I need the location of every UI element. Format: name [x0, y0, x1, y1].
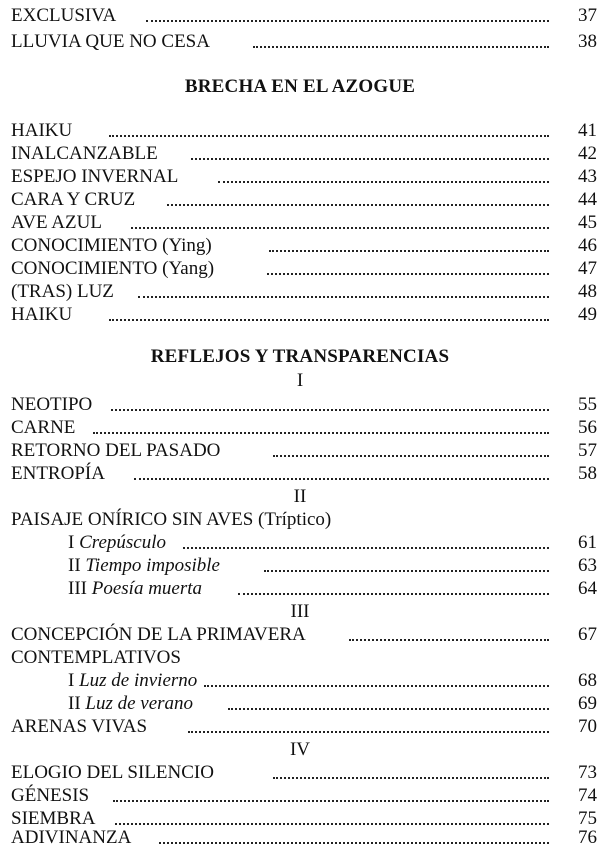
subentry-number: I	[68, 532, 75, 553]
subentry-number: II	[68, 693, 81, 714]
subentry-title: Tiempo imposible	[85, 555, 220, 576]
entry-page: 37	[578, 5, 597, 26]
leader-dots	[134, 478, 549, 480]
toc-entry	[11, 165, 597, 189]
entry-title: ENTROPÍA	[11, 463, 105, 484]
leader-dots	[115, 823, 549, 825]
entry-title: CARNE	[11, 417, 76, 438]
leader-dots	[138, 296, 549, 298]
entry-title: CONOCIMIENTO (Ying)	[11, 235, 212, 256]
toc-entry	[11, 4, 597, 28]
subentry-title: Luz de verano	[85, 693, 194, 714]
entry-title: CONCEPCIÓN DE LA PRIMAVERA	[11, 624, 306, 645]
toc-entry	[11, 784, 597, 808]
leader-dots	[183, 547, 549, 549]
entry-page: 41	[578, 120, 597, 141]
entry-page: 43	[578, 166, 597, 187]
toc-entry	[11, 234, 597, 258]
toc-entry	[11, 439, 597, 463]
leader-dots	[264, 570, 549, 572]
entry-title: GÉNESIS	[11, 785, 90, 806]
entry-title: NEOTIPO	[11, 394, 93, 415]
leader-dots	[111, 409, 549, 411]
toc-entry	[11, 142, 597, 166]
leader-dots	[228, 708, 549, 710]
entry-title: HAIKU	[11, 304, 73, 325]
entry-title: SIEMBRA	[11, 808, 96, 829]
entry-page: 63	[578, 555, 597, 576]
toc-entry	[11, 761, 597, 785]
toc-subentry	[68, 577, 597, 601]
entry-page: 46	[578, 235, 597, 256]
entry-page: 74	[578, 785, 597, 806]
part-numeral: III	[290, 601, 310, 622]
toc-entry	[11, 30, 597, 54]
leader-dots	[93, 432, 549, 434]
leader-dots	[238, 593, 549, 595]
leader-dots	[113, 800, 549, 802]
toc-entry	[11, 211, 597, 235]
leader-dots	[146, 20, 549, 22]
entry-page: 58	[578, 463, 597, 484]
entry-page: 75	[578, 808, 597, 829]
entry-title: AVE AZUL	[11, 212, 102, 233]
group-title: CONTEMPLATIVOS	[11, 647, 181, 668]
entry-title: ESPEJO INVERNAL	[11, 166, 179, 187]
entry-title: ARENAS VIVAS	[11, 716, 148, 737]
subentry-number: II	[68, 555, 81, 576]
toc-entry	[11, 715, 597, 739]
leader-dots	[269, 250, 549, 252]
entry-title: RETORNO DEL PASADO	[11, 440, 221, 461]
leader-dots	[159, 842, 549, 844]
leader-dots	[218, 181, 549, 183]
entry-page: 55	[578, 394, 597, 415]
entry-page: 49	[578, 304, 597, 325]
leader-dots	[204, 685, 549, 687]
toc-entry	[11, 623, 597, 647]
subentry-number: III	[68, 578, 87, 599]
toc-entry	[11, 188, 597, 212]
leader-dots	[109, 135, 549, 137]
toc-entry	[11, 303, 597, 327]
toc-entry	[11, 257, 597, 281]
entry-page: 67	[578, 624, 597, 645]
toc-entry	[11, 119, 597, 143]
leader-dots	[267, 273, 549, 275]
leader-dots	[253, 46, 549, 48]
entry-page: 57	[578, 440, 597, 461]
entry-page: 47	[578, 258, 597, 279]
entry-page: 73	[578, 762, 597, 783]
subentry-title: Poesía muerta	[91, 578, 203, 599]
toc-subentry	[68, 692, 597, 716]
toc-subentry	[68, 554, 597, 578]
entry-page: 45	[578, 212, 597, 233]
entry-page: 44	[578, 189, 597, 210]
toc-subentry	[68, 669, 597, 693]
entry-page: 61	[578, 532, 597, 553]
entry-title: HAIKU	[11, 120, 73, 141]
entry-page: 48	[578, 281, 597, 302]
leader-dots	[109, 319, 549, 321]
entry-title: CARA Y CRUZ	[11, 189, 136, 210]
leader-dots	[349, 639, 549, 641]
entry-page: 69	[578, 693, 597, 714]
section-heading: REFLEJOS Y TRANSPARENCIAS	[150, 346, 450, 367]
leader-dots	[131, 227, 549, 229]
entry-title: INALCANZABLE	[11, 143, 158, 164]
leader-dots	[191, 158, 549, 160]
subentry-title: Luz de invierno	[79, 670, 198, 691]
entry-title: (TRAS) LUZ	[11, 281, 114, 302]
entry-page: 42	[578, 143, 597, 164]
leader-dots	[273, 777, 549, 779]
entry-title: CONOCIMIENTO (Yang)	[11, 258, 215, 279]
entry-title: ADIVINANZA	[11, 827, 132, 848]
entry-page: 56	[578, 417, 597, 438]
toc-entry	[11, 826, 597, 850]
toc-entry	[11, 393, 597, 417]
entry-title: EXCLUSIVA	[11, 5, 117, 26]
toc-subentry	[68, 531, 597, 555]
entry-page: 38	[578, 31, 597, 52]
leader-dots	[188, 731, 549, 733]
toc-entry	[11, 462, 597, 486]
toc-entry	[11, 280, 597, 304]
group-title: PAISAJE ONÍRICO SIN AVES (Tríptico)	[11, 509, 332, 530]
part-numeral: II	[293, 486, 307, 507]
entry-title: ELOGIO DEL SILENCIO	[11, 762, 214, 783]
part-numeral: IV	[289, 739, 311, 760]
entry-page: 76	[578, 827, 597, 848]
entry-page: 64	[578, 578, 597, 599]
subentry-number: I	[68, 670, 75, 691]
leader-dots	[273, 455, 549, 457]
entry-page: 68	[578, 670, 597, 691]
entry-page: 70	[578, 716, 597, 737]
toc-entry	[11, 416, 597, 440]
subentry-title: Crepúsculo	[79, 532, 166, 553]
leader-dots	[167, 204, 549, 206]
section-heading: BRECHA EN EL AZOGUE	[184, 76, 416, 97]
part-numeral: I	[296, 370, 304, 391]
entry-title: LLUVIA QUE NO CESA	[11, 31, 210, 52]
